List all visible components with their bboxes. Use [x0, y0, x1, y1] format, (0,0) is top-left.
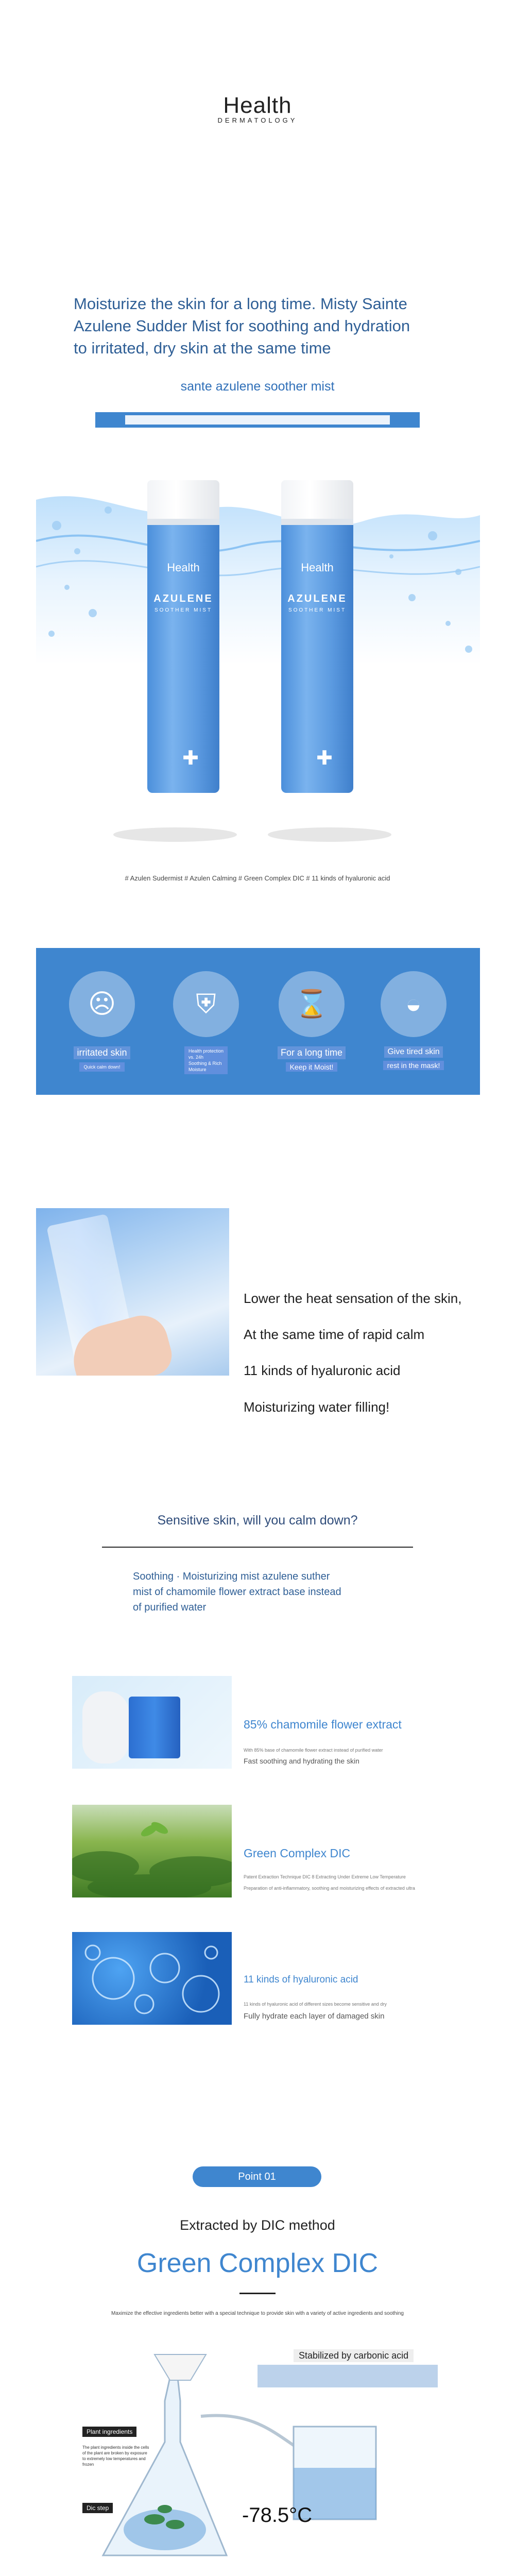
- ingredient-title: Green Complex DIC: [244, 1846, 351, 1860]
- dic-subtitle: Extracted by DIC method: [180, 2217, 335, 2233]
- desc-line: of purified water: [133, 1602, 207, 1613]
- feature-item: [56, 971, 148, 1072]
- plant-ingredients-text: The plant ingredients inside the cells of the plant are broken by exposure to extremely low temperatures and frozen: [82, 2445, 149, 2467]
- ingredient-text: Preparation of anti-inflammatory, soothing and moisturizing effects of extracted ultra: [244, 1886, 415, 1891]
- sky-line: Moisturizing water filling!: [244, 1399, 390, 1415]
- hero-bar: [95, 412, 420, 428]
- feature-label: irritated skin: [74, 1046, 130, 1059]
- ingredient-title: 11 kinds of hyaluronic acid: [244, 1974, 358, 1985]
- bottle-subname: SOOTHER MIST: [154, 607, 213, 613]
- ingredient-small-text: 11 kinds of hyaluronic acid of different sizes become sensitive and dry: [244, 2002, 387, 2007]
- temperature-label: -78.5°C: [242, 2504, 313, 2527]
- stabilized-label: Stabilized by carbonic acid: [294, 2349, 414, 2362]
- feature-sub: Quick calm down!: [79, 1062, 124, 1072]
- ingredient-small-text: With 85% base of chamomile flower extract instead of purified water: [244, 1748, 383, 1753]
- dic-step-tag: Dic step: [82, 2503, 113, 2513]
- sky-line: Lower the heat sensation of the skin,: [244, 1291, 462, 1306]
- feature-item: [265, 971, 358, 1072]
- chamomile-image: [72, 1676, 232, 1769]
- hero-title: [74, 293, 455, 359]
- bottle-subname: SOOTHER MIST: [288, 607, 347, 613]
- bottle-name: AZULENE: [287, 593, 347, 604]
- hyaluronic-bubbles-image: [72, 1932, 232, 2025]
- ingredient-title: 85% chamomile flower extract: [244, 1718, 402, 1731]
- ingredient-small-text: Patent Extraction Technique DIC 8 Extracting Under Extreme Low Temperature: [244, 1874, 406, 1879]
- hero-title-line: to irritated, dry skin at the same time: [74, 339, 331, 357]
- brand-logo: [0, 93, 515, 124]
- dic-note: Maximize the effective ingredients better with a special technique to provide skin with a variety of active ingredients and soothing: [111, 2311, 404, 2316]
- bottle-name: AZULENE: [153, 593, 213, 604]
- shield-plus-icon: ⛨: [196, 989, 216, 1019]
- feature-item: [367, 971, 460, 1071]
- product-bottle: [281, 480, 353, 793]
- bottle-brand: Health: [167, 561, 200, 574]
- hero-title-line: Moisturize the skin for a long time. Misty Sainte: [74, 295, 407, 313]
- hourglass-icon: ⌛: [295, 989, 329, 1019]
- product-bottle: [147, 480, 219, 793]
- bottle-brand: Health: [301, 561, 334, 574]
- product-image: [36, 479, 480, 850]
- point-pill: Point 01: [193, 2166, 321, 2187]
- ingredient-text: Fully hydrate each layer of damaged skin: [244, 2012, 385, 2021]
- water-splash-illustration: [36, 479, 480, 850]
- desc-line: Soothing · Moisturizing mist azulene suther: [133, 1571, 330, 1582]
- feature-label: Give tired skin: [384, 1046, 442, 1058]
- hero-title-line: Azulene Sudder Mist for soothing and hydration: [74, 317, 410, 335]
- feature-sub: Keep it Moist!: [286, 1062, 338, 1072]
- sky-line: 11 kinds of hyaluronic acid: [244, 1363, 401, 1378]
- hero-subtitle: sante azulene soother mist: [180, 379, 335, 394]
- plant-ingredients-tag: Plant ingredients: [82, 2427, 136, 2437]
- mask-icon: ◒: [405, 989, 422, 1019]
- sky-line: At the same time of rapid calm: [244, 1327, 425, 1342]
- face-mask-icon: ☹: [88, 989, 116, 1019]
- ingredient-text: Fast soothing and hydrating the skin: [244, 1757, 359, 1765]
- plus-icon: ✚: [182, 748, 199, 769]
- feature-item: [160, 971, 252, 1074]
- dic-title: Green Complex DIC: [136, 2248, 379, 2278]
- section-question: Sensitive skin, will you calm down?: [157, 1513, 358, 1528]
- logo-tagline: DERMATOLOGY: [217, 116, 298, 124]
- dic-rule: [239, 2293, 276, 2294]
- divider: [102, 1547, 413, 1548]
- feature-sub: rest in the mask!: [383, 1061, 444, 1070]
- feature-sub: Health protection vs. 24h Soothing & Rich Moisture: [184, 1046, 228, 1074]
- logo-brand: Health: [223, 93, 292, 118]
- sky-hand-image: [36, 1208, 229, 1376]
- green-tea-image: [72, 1805, 232, 1897]
- hashtags: # Azulen Sudermist # Azulen Calming # Green Complex DIC # 11 kinds of hyaluronic acid: [125, 874, 390, 882]
- dic-illustration: [36, 2339, 480, 2576]
- section-description: [133, 1569, 401, 1615]
- desc-line: mist of chamomile flower extract base instead: [133, 1586, 341, 1598]
- feature-label: For a long time: [278, 1046, 346, 1059]
- feature-panel: [36, 948, 480, 1095]
- plus-icon: ✚: [316, 748, 333, 769]
